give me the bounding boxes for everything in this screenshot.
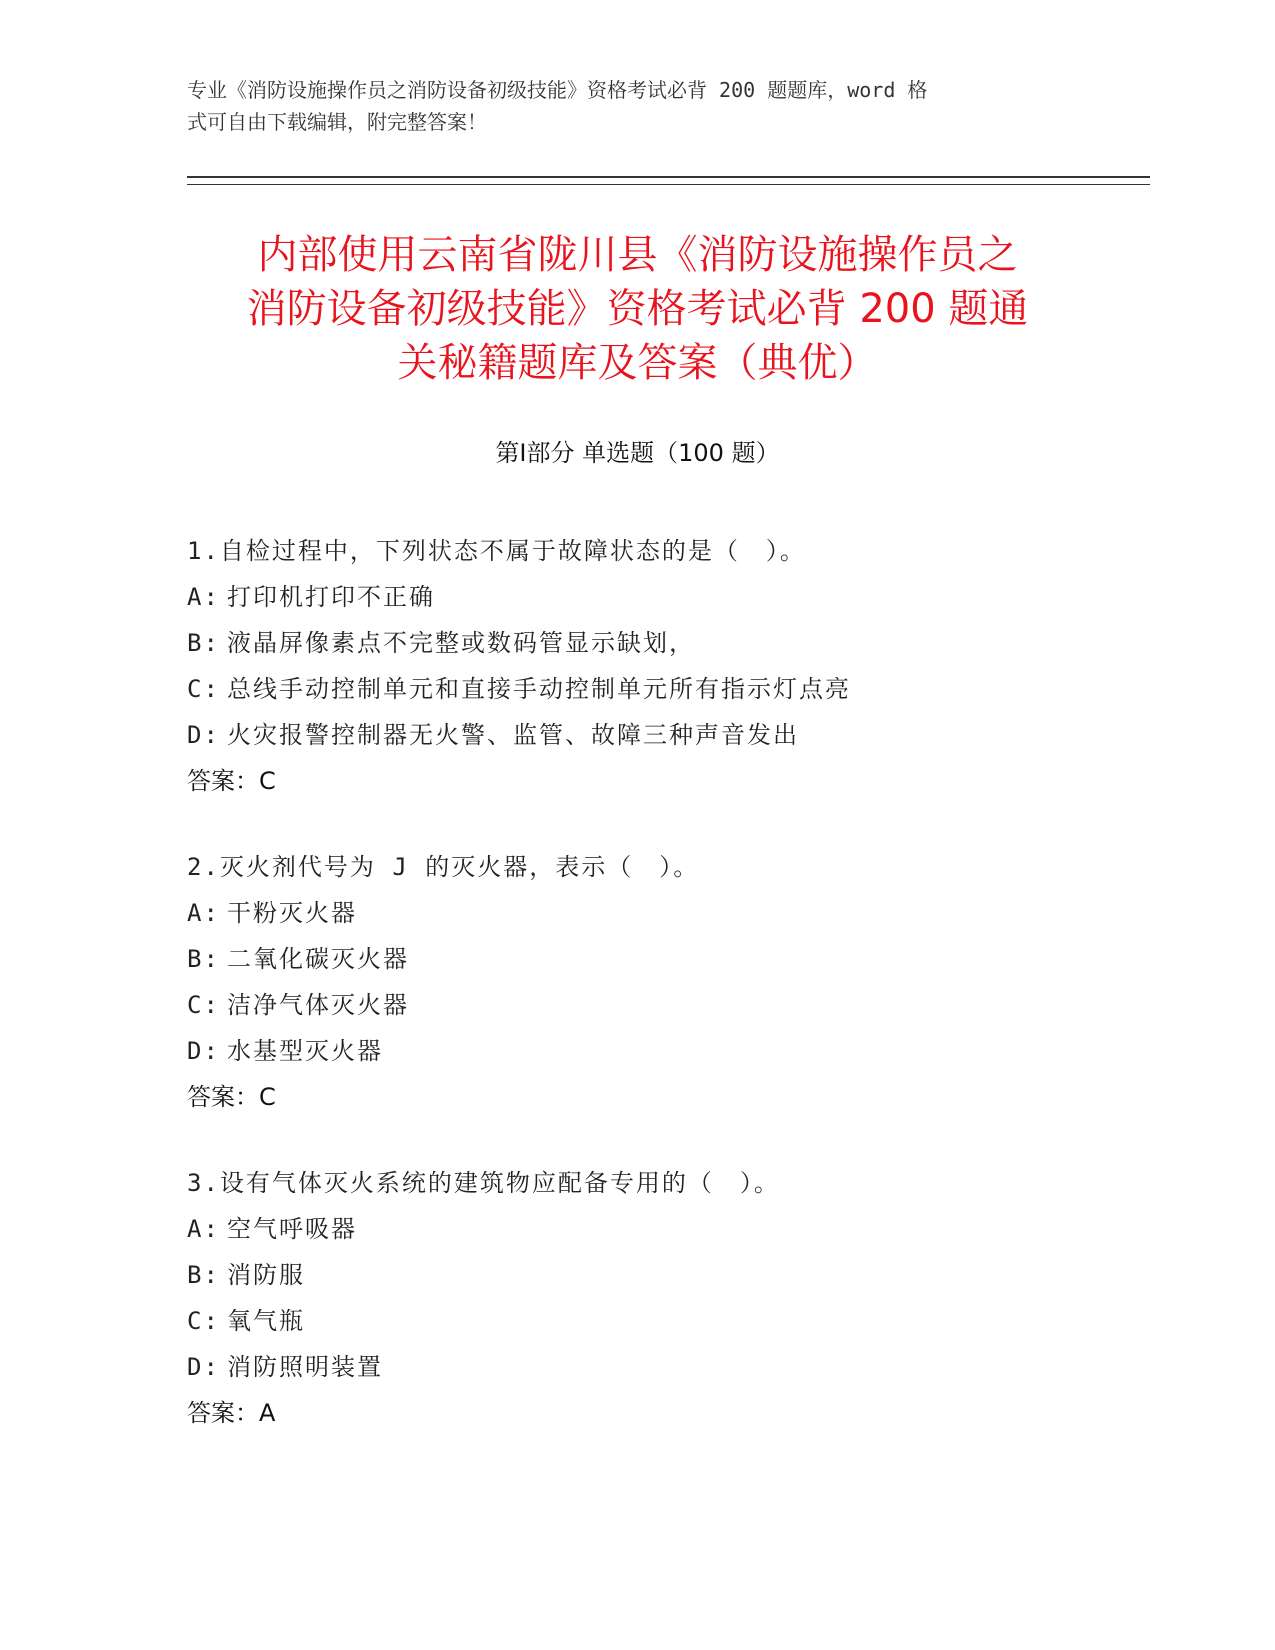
option-c (187, 982, 1087, 1028)
question-list (187, 528, 1087, 1476)
header-note (187, 74, 1087, 138)
option-key: C: (187, 675, 220, 703)
question-stem: 1.自检过程中，下列状态不属于故障状态的是（ ）。 (187, 537, 806, 565)
option-text: 干粉灭火器 (227, 899, 357, 927)
option-key: A: (187, 899, 220, 927)
option-a (187, 1206, 1087, 1252)
header-rule-thin (187, 184, 1150, 185)
option-b (187, 936, 1087, 982)
option-key: A: (187, 583, 220, 611)
option-c (187, 1298, 1087, 1344)
document-title (150, 228, 1125, 390)
header-rule-thick (187, 176, 1150, 178)
option-text: 洁净气体灭火器 (227, 991, 409, 1019)
option-text: 总线手动控制单元和直接手动控制单元所有指示灯点亮 (227, 675, 851, 703)
option-text: 消防照明装置 (227, 1353, 383, 1381)
section-title: 第Ⅰ部分 单选题（100 题） (495, 439, 780, 467)
option-text: 液晶屏像素点不完整或数码管显示缺划， (227, 629, 695, 657)
document-title-line-3: 关秘籍题库及答案（典优） (397, 340, 878, 386)
question-1 (187, 528, 1087, 804)
answer-label: 答案：C (187, 767, 276, 795)
header-note-line-2: 式可自由下载编辑，附完整答案！ (187, 110, 487, 134)
option-a (187, 574, 1087, 620)
option-key: D: (187, 1353, 220, 1381)
option-key: D: (187, 1037, 220, 1065)
option-key: A: (187, 1215, 220, 1243)
option-key: D: (187, 721, 220, 749)
answer-label: 答案：C (187, 1083, 276, 1111)
document-title-line-1: 内部使用云南省陇川县《消防设施操作员之 (257, 232, 1018, 278)
answer-label: 答案：A (187, 1399, 276, 1427)
option-key: B: (187, 1261, 220, 1289)
option-text: 氧气瓶 (227, 1307, 305, 1335)
option-d (187, 1344, 1087, 1390)
question-2 (187, 844, 1087, 1120)
option-text: 水基型灭火器 (227, 1037, 383, 1065)
option-a (187, 890, 1087, 936)
option-text: 空气呼吸器 (227, 1215, 357, 1243)
header-note-line-1: 专业《消防设施操作员之消防设备初级技能》资格考试必背 200 题题库，word 格 (187, 78, 928, 102)
option-key: C: (187, 1307, 220, 1335)
option-text: 消防服 (227, 1261, 305, 1289)
option-b (187, 620, 1087, 666)
option-key: B: (187, 629, 220, 657)
option-key: B: (187, 945, 220, 973)
question-stem: 2.灭火剂代号为 J 的灭火器，表示（ ）。 (187, 853, 700, 881)
option-d (187, 1028, 1087, 1074)
option-text: 火灾报警控制器无火警、监管、故障三种声音发出 (227, 721, 799, 749)
option-b (187, 1252, 1087, 1298)
option-key: C: (187, 991, 220, 1019)
document-title-line-2: 消防设备初级技能》资格考试必背 200 题通 (246, 286, 1029, 332)
option-text: 二氧化碳灭火器 (227, 945, 409, 973)
option-d (187, 712, 1087, 758)
question-stem: 3.设有气体灭火系统的建筑物应配备专用的（ ）。 (187, 1169, 780, 1197)
option-c (187, 666, 1087, 712)
question-3 (187, 1160, 1087, 1436)
option-text: 打印机打印不正确 (227, 583, 435, 611)
